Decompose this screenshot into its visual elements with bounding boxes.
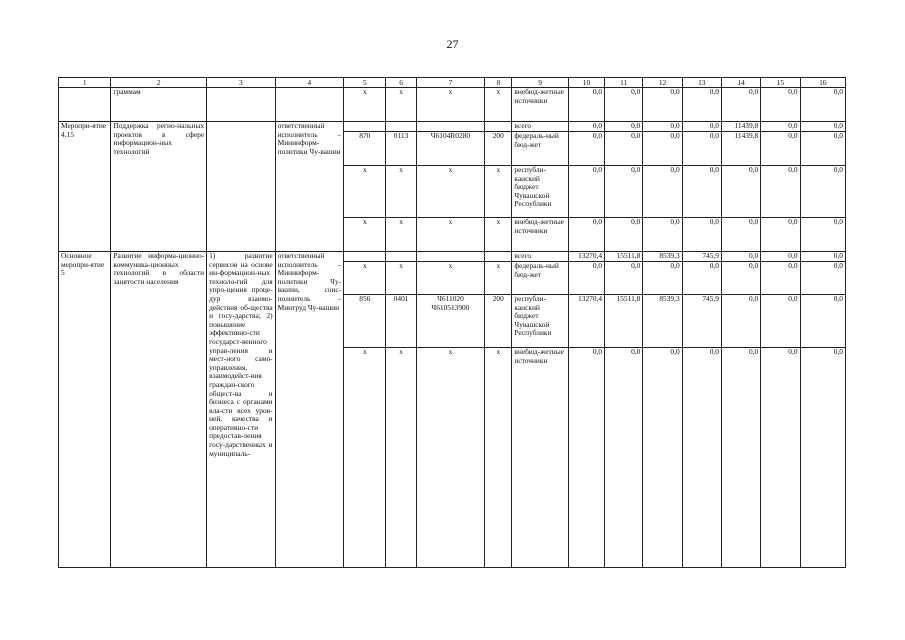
rzpr-cell xyxy=(386,252,416,262)
value-cell: 0,0 xyxy=(605,88,643,122)
column-number: 2 xyxy=(111,78,207,88)
vr-cell: х xyxy=(485,88,512,122)
measure-name-cell: Поддержка регио-нальных проектов в сфере информацион-ных технологий xyxy=(111,122,207,252)
value-cell: 0,0 xyxy=(800,252,845,262)
source-cell: внебюд-жетные источники xyxy=(512,218,568,252)
value-cell: 0,0 xyxy=(721,88,760,122)
value-cell: 0,0 xyxy=(721,166,760,218)
csr-cell: х xyxy=(416,262,485,295)
value-cell: 0,0 xyxy=(761,166,800,218)
value-cell: 15511,8 xyxy=(605,252,643,262)
value-cell: 0,0 xyxy=(605,348,643,568)
value-cell: 0,0 xyxy=(761,252,800,262)
source-cell: внебюд-жетные источники xyxy=(512,88,568,122)
value-cell: 11439,8 xyxy=(721,122,760,132)
value-cell: 0,0 xyxy=(682,88,721,122)
column-number: 9 xyxy=(512,78,568,88)
value-cell: 0,0 xyxy=(605,132,643,166)
goals-cell: 1) развитие сервисов на основе ин-формацион-ных техноло-гий для упро-щения проце-дур взаимо-действия об-щества и госу-дарства; 2) повышение эффективно-сти государст-венного управ-ления и мест-ного само-управления, взаимодейст-вия граждан-ского общест-ва и бизнеса с органами вла-сти всех уров-ней, качества и оперативно-сти предостав-ления госу-дарственных и муниципаль- xyxy=(207,252,276,568)
value-cell: 0,0 xyxy=(800,132,845,166)
column-number: 6 xyxy=(386,78,416,88)
vr-cell: х xyxy=(485,262,512,295)
value-cell: 0,0 xyxy=(643,166,682,218)
grbs-cell: х xyxy=(344,348,386,568)
value-cell: 0,0 xyxy=(721,295,760,348)
value-cell: 0,0 xyxy=(800,122,845,132)
value-cell: 0,0 xyxy=(761,122,800,132)
value-cell: 0,0 xyxy=(643,88,682,122)
measure-label-cell: Меропри-ятие 4.15 xyxy=(59,122,111,252)
column-number: 12 xyxy=(643,78,682,88)
value-cell: 0,0 xyxy=(800,166,845,218)
rzpr-cell: 0113 xyxy=(386,132,416,166)
column-number: 8 xyxy=(485,78,512,88)
grbs-cell xyxy=(344,122,386,132)
value-cell: 0,0 xyxy=(682,132,721,166)
table-row xyxy=(59,122,846,132)
value-cell: 0,0 xyxy=(721,218,760,252)
csr-cell xyxy=(416,122,485,132)
column-number: 5 xyxy=(344,78,386,88)
column-number: 1 xyxy=(59,78,111,88)
value-cell: 0,0 xyxy=(643,348,682,568)
grbs-cell: х xyxy=(344,166,386,218)
column-number: 16 xyxy=(800,78,845,88)
table-row xyxy=(59,252,846,262)
measure-name-cell: Развитие информа-ционно-коммуника-ционных технологий в области занятости населения xyxy=(111,252,207,568)
value-cell: 0,0 xyxy=(761,348,800,568)
column-number: 15 xyxy=(761,78,800,88)
csr-cell: Ч611020 Ч610513900 xyxy=(416,295,485,348)
rzpr-cell: 0401 xyxy=(386,295,416,348)
csr-cell xyxy=(416,252,485,262)
value-cell: 0,0 xyxy=(761,88,800,122)
value-cell: 0,0 xyxy=(568,218,604,252)
goals-cell xyxy=(207,122,276,252)
value-cell: 0,0 xyxy=(568,88,604,122)
vr-cell: х xyxy=(485,166,512,218)
rzpr-cell xyxy=(386,122,416,132)
column-number: 13 xyxy=(682,78,721,88)
executor-cell xyxy=(275,88,344,122)
csr-cell: Ч6104R0280 xyxy=(416,132,485,166)
value-cell: 0,0 xyxy=(643,262,682,295)
value-cell: 15511,8 xyxy=(605,295,643,348)
vr-cell xyxy=(485,252,512,262)
value-cell: 0,0 xyxy=(721,262,760,295)
page-number: 27 xyxy=(446,37,459,51)
rzpr-cell: х xyxy=(386,88,416,122)
value-cell: 0,0 xyxy=(761,295,800,348)
value-cell: 745,9 xyxy=(682,252,721,262)
value-cell: 8539,3 xyxy=(643,295,682,348)
value-cell: 0,0 xyxy=(643,132,682,166)
executor-cell: ответственный исполнитель – Мининформ-политики Чу-вашии, соис-полнитель – Минтруд Чу-вашии xyxy=(275,252,344,568)
table-row xyxy=(59,88,846,122)
source-cell: всего xyxy=(512,122,568,132)
value-cell: 0,0 xyxy=(800,88,845,122)
rzpr-cell: х xyxy=(386,262,416,295)
value-cell: 13270,4 xyxy=(568,252,604,262)
grbs-cell: х xyxy=(344,262,386,295)
source-cell: федераль-ный бюд-жет xyxy=(512,132,568,166)
measure-label-cell xyxy=(59,88,111,122)
value-cell: 0,0 xyxy=(605,262,643,295)
value-cell: 0,0 xyxy=(605,218,643,252)
rzpr-cell: х xyxy=(386,166,416,218)
source-cell: республи-канский бюджет Чувашской Республики xyxy=(512,295,568,348)
vr-cell xyxy=(485,122,512,132)
vr-cell: х xyxy=(485,218,512,252)
value-cell: 0,0 xyxy=(761,132,800,166)
value-cell: 0,0 xyxy=(682,218,721,252)
grbs-cell: 870 xyxy=(344,132,386,166)
value-cell: 0,0 xyxy=(568,262,604,295)
measure-label-cell: Основное меропри-ятие 5 xyxy=(59,252,111,568)
value-cell: 0,0 xyxy=(761,218,800,252)
value-cell: 0,0 xyxy=(761,262,800,295)
grbs-cell: 856 xyxy=(344,295,386,348)
value-cell: 13270,4 xyxy=(568,295,604,348)
budget-table xyxy=(58,77,846,568)
value-cell: 745,9 xyxy=(682,295,721,348)
column-number-row xyxy=(59,78,846,88)
grbs-cell xyxy=(344,252,386,262)
column-number: 10 xyxy=(568,78,604,88)
csr-cell: х xyxy=(416,88,485,122)
csr-cell: х xyxy=(416,348,485,568)
value-cell: 0,0 xyxy=(721,252,760,262)
csr-cell: х xyxy=(416,166,485,218)
value-cell: 0,0 xyxy=(643,122,682,132)
vr-cell: 200 xyxy=(485,295,512,348)
grbs-cell: х xyxy=(344,88,386,122)
value-cell: 0,0 xyxy=(800,348,845,568)
rzpr-cell: х xyxy=(386,218,416,252)
column-number: 3 xyxy=(207,78,276,88)
value-cell: 0,0 xyxy=(568,122,604,132)
csr-cell: х xyxy=(416,218,485,252)
value-cell: 0,0 xyxy=(568,166,604,218)
value-cell: 0,0 xyxy=(568,132,604,166)
source-cell: республи-канский бюджет Чувашской Республики xyxy=(512,166,568,218)
value-cell: 0,0 xyxy=(682,166,721,218)
source-cell: внебюд-жетные источники xyxy=(512,348,568,568)
vr-cell: 200 xyxy=(485,132,512,166)
source-cell: всего xyxy=(512,252,568,262)
column-number: 14 xyxy=(721,78,760,88)
value-cell: 0,0 xyxy=(643,218,682,252)
column-number: 11 xyxy=(605,78,643,88)
value-cell: 0,0 xyxy=(682,348,721,568)
value-cell: 0,0 xyxy=(682,262,721,295)
column-number: 4 xyxy=(275,78,344,88)
value-cell: 0,0 xyxy=(800,295,845,348)
value-cell: 0,0 xyxy=(682,122,721,132)
value-cell: 0,0 xyxy=(721,348,760,568)
value-cell: 0,0 xyxy=(605,166,643,218)
source-cell: федераль-ный бюд-жет xyxy=(512,262,568,295)
goals-cell xyxy=(207,88,276,122)
grbs-cell: х xyxy=(344,218,386,252)
measure-name-cell: граммам xyxy=(111,88,207,122)
vr-cell: х xyxy=(485,348,512,568)
column-number: 7 xyxy=(416,78,485,88)
value-cell: 0,0 xyxy=(568,348,604,568)
value-cell: 11439,8 xyxy=(721,132,760,166)
rzpr-cell: х xyxy=(386,348,416,568)
executor-cell: ответственный исполнитель – Мининформ-политики Чу-вашии xyxy=(275,122,344,252)
value-cell: 0,0 xyxy=(800,262,845,295)
value-cell: 8539,3 xyxy=(643,252,682,262)
value-cell: 0,0 xyxy=(605,122,643,132)
value-cell: 0,0 xyxy=(800,218,845,252)
